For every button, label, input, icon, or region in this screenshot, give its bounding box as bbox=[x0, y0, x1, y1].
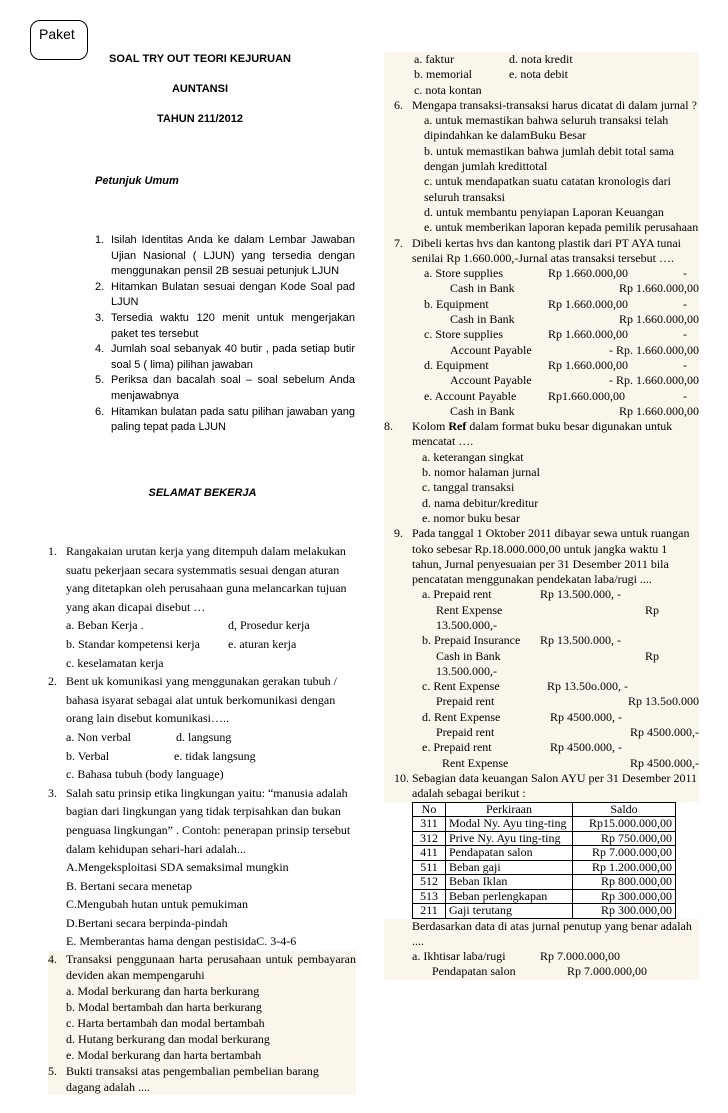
table-row bbox=[413, 889, 676, 904]
table-row bbox=[413, 846, 676, 861]
question-7-options bbox=[412, 266, 699, 419]
right-questions bbox=[384, 52, 699, 980]
cell-no: 513 bbox=[413, 889, 446, 904]
paket-label: Paket bbox=[30, 20, 88, 60]
question-6: 6. Mengapa transaksi-transaksi harus dicatat di dalam jurnal ? a. untuk memastikan bahwa seluruh transaksi telah dipindahkan ke dalamBuku Besar b. untuk memastikan bahwa jumlah debit total sama dengan jumlah kredittotal c. untuk mendapatkan suatu catatan kronologis dari seluruh transaksi d. untuk membantu penyiapan Laporan Keuangan e. untuk memberikan laporan kepada pemilik perusahaan bbox=[384, 98, 699, 236]
cell-no: 211 bbox=[413, 904, 446, 919]
question-10-after: Berdasarkan data di atas jurnal penutup yang benar adalah .... a. Ikhtisar laba/rugi Rp 7.000.000,00 Pendapatan salon Rp 7.000.000,00 bbox=[384, 919, 699, 980]
cell-perkiraan: Beban perlengkapan bbox=[446, 889, 573, 904]
cell-saldo: Rp 750.000,00 bbox=[573, 831, 676, 846]
closing-text: SELAMAT BEKERJA bbox=[148, 487, 257, 499]
instructions-list bbox=[95, 233, 355, 436]
table-header-row bbox=[413, 802, 676, 817]
header-perkiraan: Perkiraan bbox=[446, 802, 573, 817]
q7-option-debit: e. Account Payable Rp1.660.000,00 - bbox=[424, 388, 687, 403]
cell-saldo: Rp15.000.000,00 bbox=[573, 817, 676, 832]
instruction-item: 2. Hitamkan Bulatan sesuai dengan Kode Soal pad LJUN bbox=[95, 280, 355, 309]
question-1: 1. Rangakaian urutan kerja yang ditempuh dalam melakukan suatu pekerjaan secara systemmatis sesuai dengan aturan yang ditetapkan oleh perusahaan guna melancarkan tujuan yang akan dicapai disebut … a. Beban Kerja . d, Prosedur kerja b. Standar kompetensi kerja e. aturan kerja c. keselamatan kerja bbox=[48, 544, 347, 670]
q7-option-credit: Cash in Bank Rp 1.660.000,00 bbox=[450, 281, 699, 296]
question-7: 7. Dibeli kertas hvs dan kantong plastik dari PT AYA tunai senilai Rp 1.660.000,-Jurnal atas transaksi tersebut …. a. Store supplies Rp 1.660.000,00 - Cash in Bank Rp 1.660.000,00 b. Equipment Rp 1.660.000,00 - Cash in Bank Rp 1.660.000,00 c. Store supplies Rp 1.660.000,00 - Account Payable - Rp. 1.660.000,00 d. Equipment Rp 1.660.000,00 - Account Payable - Rp. 1.660.000,00 e. Account Payable Rp1.660.000,00 - Cash in Bank Rp 1.660.000,00 bbox=[384, 236, 699, 420]
question-2: 2. Bent uk komunikasi yang menggunakan gerakan tubuh / bahasa isyarat sebagai alat untuk berkomunikasi dengan orang lain disebut komunikasi….. a. Non verbal d. langsung b. Verbal e. tidak langsung c. Bahasa tubuh (body language) bbox=[48, 674, 337, 782]
table-row bbox=[413, 904, 676, 919]
cell-saldo: Rp 300.000,00 bbox=[573, 889, 676, 904]
table-row bbox=[413, 860, 676, 875]
question-5-options: a. faktur d. nota kredit b. memorial e. nota debit c. nota kontan bbox=[384, 52, 699, 98]
cell-no: 311 bbox=[413, 817, 446, 832]
q7-option-debit: b. Equipment Rp 1.660.000,00 - bbox=[424, 296, 687, 311]
exam-title: SOAL TRY OUT TEORI KEJURUAN bbox=[109, 53, 291, 65]
question-3: 3. Salah satu prinsip etika lingkungan yaitu: “manusia adalah bagian dari lingkungan yang tidak terpisahkan dan bukan penguasa lingkungan” . Contoh: penerapan prinsip tersebut dalam kehidupan sehari-hari adalah... A.Mengeksploitasi SDA semaksimal mungkin B. Bertani secara menetap C.Mengubah hutan untuk pemukiman D.Bertani secara berpinda-pindah E. Memberantas hama dengan pestisidaC. 3-4-6 bbox=[48, 785, 351, 949]
cell-perkiraan: Prive Ny. Ayu ting-ting bbox=[446, 831, 573, 846]
cell-no: 411 bbox=[413, 846, 446, 861]
q7-option-credit: Cash in Bank Rp 1.660.000,00 bbox=[450, 312, 699, 327]
cell-perkiraan: Beban Iklan bbox=[446, 875, 573, 890]
cell-saldo: Rp 7.000.000,00 bbox=[573, 846, 676, 861]
cell-perkiraan: Gaji terutang bbox=[446, 904, 573, 919]
question-4: 4. Transaksi penggunaan harta perusahaan untuk pembayaran deviden akan mempengaruhi a. Modal berkurang dan harta berkurang b. Modal bertambah dan harta berkurang c. Harta bertambah dan modal bertambah d. Hutang berkurang dan modal berkurang e. Modal berkurang dan harta bertambah bbox=[48, 952, 356, 1063]
q7-option-debit: a. Store supplies Rp 1.660.000,00 - bbox=[424, 266, 687, 281]
instruction-item: 4. Jumlah soal sebanyak 40 butir , pada setiap butir soal 5 ( lima) pilihan jawaban bbox=[95, 343, 355, 371]
question-5: 5. Bukti transaksi atas pengembalian pembelian barang dagang adalah .... bbox=[48, 1063, 356, 1095]
table-row bbox=[413, 817, 676, 832]
instruction-item: 6. Hitamkan bulatan pada satu pilihan jawaban yang paling tepat pada LJUN bbox=[95, 405, 355, 434]
cell-no: 512 bbox=[413, 875, 446, 890]
table-row bbox=[413, 875, 676, 890]
cell-no: 511 bbox=[413, 860, 446, 875]
exam-subject: AUNTANSI bbox=[171, 83, 228, 95]
financial-data-table bbox=[412, 802, 676, 919]
general-instructions-title: Petunjuk Umum bbox=[95, 175, 179, 187]
cell-saldo: Rp 800.000,00 bbox=[573, 875, 676, 890]
q7-option-debit: c. Store supplies Rp 1.660.000,00 - bbox=[424, 327, 687, 342]
question-9: 9. Pada tanggal 1 Oktober 2011 dibayar sewa untuk ruangan toko sebesar Rp.18.000.000,00 untuk jangka waktu 1 tahun, Jurnal penyesuaian per 31 Desember 2011 bila pencatatan menggunakan pendekatan laba/rugi .... a. Prepaid rent Rp 13.500.000, - Rent Expense Rp 13.500.000,- b. Prepaid Insurance Rp 13.500.000, - Cash in Bank Rp 13.500.000,- c. Rent Expense Rp 13.50o.000, - Prepaid rent Rp 13.5o0.000 d. Rent Expense Rp 4500.000, - Prepaid rent Rp 4500.000,- e. Prepaid rent Rp 4500.000, - Rent Expense Rp 4500.000,- bbox=[384, 526, 699, 771]
cell-saldo: Rp 1.200.000,00 bbox=[573, 860, 676, 875]
q7-option-credit: Cash in Bank Rp 1.660.000,00 bbox=[450, 403, 699, 418]
header-no: No bbox=[413, 802, 446, 817]
left-questions bbox=[48, 542, 356, 1095]
question-8: 8. Kolom Ref dalam format buku besar digunakan untuk mencatat …. a. keterangan singkat b. nomor halaman jurnal c. tanggal transaksi d. nama debitur/kreditur e. nomor buku besar bbox=[384, 419, 699, 526]
table-row bbox=[413, 831, 676, 846]
question-10: 10. Sebagian data keuangan Salon AYU per 31 Desember 2011 adalah sebagai berikut : bbox=[384, 771, 699, 802]
instruction-item: 5. Periksa dan bacalah soal – soal sebelum Anda menjawabnya bbox=[95, 374, 355, 402]
q7-option-credit: Account Payable - Rp. 1.660.000,00 bbox=[450, 373, 699, 388]
q7-option-credit: Account Payable - Rp. 1.660.000,00 bbox=[450, 342, 699, 357]
cell-saldo: Rp 300.000,00 bbox=[573, 904, 676, 919]
cell-perkiraan: Modal Ny. Ayu ting-ting bbox=[446, 817, 573, 832]
q7-option-debit: d. Equipment Rp 1.660.000,00 - bbox=[424, 357, 687, 372]
cell-no: 312 bbox=[413, 831, 446, 846]
cell-perkiraan: Pendapatan salon bbox=[446, 846, 573, 861]
instruction-item: 3. Tersedia waktu 120 menit untuk mengerjakan paket tes tersebut bbox=[95, 311, 355, 340]
exam-year: TAHUN 211/2012 bbox=[156, 113, 243, 125]
instruction-item: 1. Isilah Identitas Anda ke dalam Lembar Jawaban Ujian Nasional ( LJUN) yang tersedia dengan menggunakan pensil 2B sesuai petunjuk LJUN bbox=[95, 234, 355, 278]
header-saldo: Saldo bbox=[573, 802, 676, 817]
cell-perkiraan: Beban gaji bbox=[446, 860, 573, 875]
